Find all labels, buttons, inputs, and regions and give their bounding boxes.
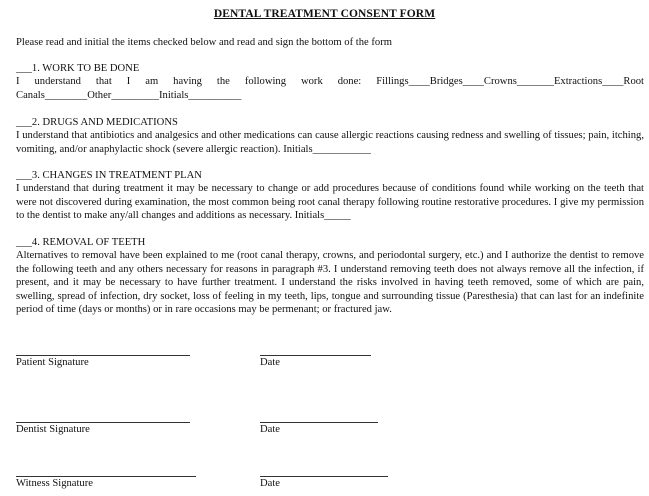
dentist-date-line[interactable] (260, 422, 378, 423)
witness-date-line[interactable] (260, 476, 388, 477)
section-heading: ___2. DRUGS AND MEDICATIONS (16, 117, 178, 128)
section-heading: ___3. CHANGES IN TREATMENT PLAN (16, 170, 202, 181)
dentist-signature-line[interactable] (16, 422, 190, 423)
section-removal-of-teeth (16, 236, 644, 316)
witness-date-label: Date (260, 478, 280, 489)
witness-signature-line[interactable] (16, 476, 196, 477)
section-heading: ___4. REMOVAL OF TEETH (16, 237, 146, 248)
witness-signature-label: Witness Signature (16, 478, 93, 489)
form-instructions: Please read and initial the items checked below and read and sign the bottom of the form (16, 37, 392, 48)
section-heading: ___1. WORK TO BE DONE (16, 63, 140, 74)
patient-date-label: Date (260, 357, 280, 368)
form-title: DENTAL TREATMENT CONSENT FORM (213, 8, 436, 20)
section-changes-in-treatment-plan (16, 169, 644, 223)
section-work-to-be-done (16, 62, 644, 102)
dentist-date-label: Date (260, 424, 280, 435)
dentist-signature-label: Dentist Signature (16, 424, 90, 435)
section-body: Alternatives to removal have been explained to me (root canal therapy, crowns, and periodontal surgery, etc.) and I authorize the dentist to remove the following teeth and any others necessary for reasons in paragraph #3. I understand removing teeth does not always remove all the infection, if present, and it may be necessary to have further treatment. I understand the risks involved in having teeth removed, some of which are pain, swelling, spread of infection, dry socket, loss of feeling in my teeth, lips, tongue and surrounding tissue (Paresthesia) that can last for an indefinite period of time (days or months) or in rare occasions may be permenant; or fractured jaw. (16, 250, 644, 316)
section-body: I understand that I am having the following work done: Fillings____Bridges____Crowns_______Extractions____Root Canals________Other_________Initials__________ (16, 76, 644, 101)
section-body: I understand that antibiotics and analgesics and other medications can cause allergic reactions causing redness and swelling of tissues; pain, itching, vomiting, and/or anaphylactic shock (severe allergic reaction). Initials___________ (16, 130, 644, 155)
section-body: I understand that during treatment it may be necessary to change or add procedures because of conditions found while working on the teeth that were not discovered during examination, the most common being root canal therapy following routine restorative procedures. I give my permission to the dentist to make any/all changes and additions as necessary. Initials_____ (16, 183, 644, 222)
section-drugs-and-medications (16, 116, 644, 156)
patient-signature-label: Patient Signature (16, 357, 89, 368)
patient-signature-line[interactable] (16, 355, 190, 356)
patient-date-line[interactable] (260, 355, 371, 356)
